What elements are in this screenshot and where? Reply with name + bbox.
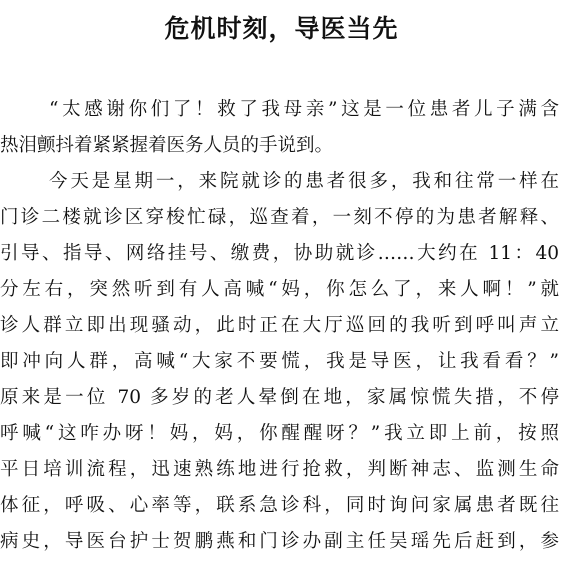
paragraph-2-line-1: 今天是星期一，来院就诊的患者很多，我和往常一样在 — [49, 171, 559, 192]
paragraph-2-line-2: 门诊二楼就诊区穿梭忙碌，巡查着，一刻不停的为患者解释、 — [0, 207, 559, 228]
paragraph-2-line-7: 原来是一位 70 多岁的老人晕倒在地，家属惊慌失措，不停 — [0, 387, 559, 408]
paragraph-2-line-10: 体征，呼吸、心率等，联系急诊科，同时询问家属患者既往 — [0, 495, 559, 516]
paragraph-2-line-3: 引导、指导、网络挂号、缴费，协助就诊……大约在 11：40 — [0, 243, 559, 264]
paragraph-2-line-6: 即冲向人群，高喊“大家不要慌，我是导医，让我看看？” — [0, 351, 559, 372]
paragraph-2-line-5: 诊人群立即出现骚动，此时正在大厅巡回的我听到呼叫声立 — [0, 315, 559, 336]
paragraph-2-line-8: 呼喊“这咋办呀！妈，妈，你醒醒呀？”我立即上前，按照 — [0, 423, 559, 444]
paragraph-2-line-4: 分左右，突然听到有人高喊“妈，你怎么了，来人啊！”就 — [0, 279, 559, 300]
paragraph-1-line-1: “太感谢你们了！救了我母亲”这是一位患者儿子满含 — [49, 99, 559, 120]
paragraph-1-line-2: 热泪颤抖着紧紧握着医务人员的手说到。 — [0, 135, 334, 156]
paragraph-2-line-11: 病史，导医台护士贺鹏燕和门诊办副主任吴瑶先后赶到，参 — [0, 531, 559, 552]
document-title: 危机时刻，导医当先 — [164, 14, 399, 43]
paragraph-2-line-9: 平日培训流程，迅速熟练地进行抢救，判断神志、监测生命 — [0, 459, 559, 480]
